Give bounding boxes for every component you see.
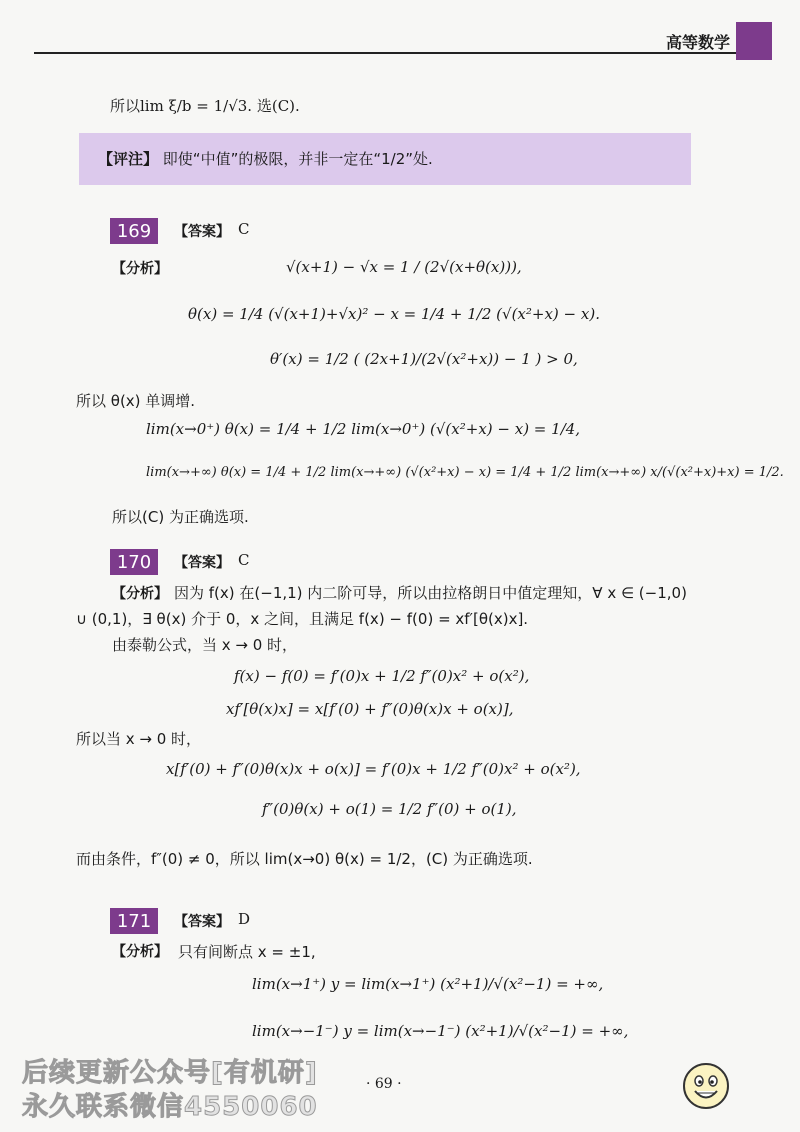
text-line: 因为 f(x) 在(−1,1) 内二阶可导，所以由拉格朗日中值定理知，∀ x ∈ (−1,0) — [174, 584, 687, 602]
equation-line: θ(x) = 1/4 (√(x+1)+√x)² − x = 1/4 + 1/2 (√(x²+x) − x). — [188, 305, 600, 323]
problem-number-badge: 170 — [110, 549, 158, 575]
comment-label: 【评注】 — [98, 150, 159, 168]
header-title: 高等数学 — [666, 33, 731, 52]
analysis-label: 【分析】 — [112, 944, 168, 960]
watermark-line: 永久联系微信4550060 — [22, 1092, 318, 1122]
text-line: ∪ (0,1)，∃ θ(x) 介于 0，x 之间，且满足 f(x) − f(0) = xf′[θ(x)x]. — [76, 610, 529, 628]
equation-line: lim(x→0⁺) θ(x) = 1/4 + 1/2 lim(x→0⁺) (√(x²+x) − x) = 1/4, — [146, 420, 581, 438]
text-line: 所以 θ(x) 单调增. — [76, 392, 196, 410]
smiley-icon — [682, 1062, 730, 1110]
text-line: 只有间断点 x = ±1, — [178, 943, 316, 961]
analysis-label: 【分析】 — [112, 261, 168, 277]
problem-number-badge: 171 — [110, 908, 158, 934]
equation-line: f″(0)θ(x) + o(1) = 1/2 f″(0) + o(1), — [262, 800, 517, 818]
answer-label: 【答案】 — [174, 914, 230, 930]
analysis-label: 【分析】 — [112, 586, 168, 602]
answer-value: C — [238, 220, 250, 238]
equation-line: θ′(x) = 1/2 ( (2x+1)/(2√(x²+x)) − 1 ) > 0, — [270, 350, 578, 368]
page-number: · 69 · — [366, 1076, 402, 1092]
comment-body: 即使“中值”的极限，并非一定在“1/2”处. — [162, 150, 433, 168]
text-line: 所以(C) 为正确选项. — [112, 508, 249, 526]
equation-line: √(x+1) − √x = 1 / (2√(x+θ(x))), — [286, 258, 522, 276]
watermark-line: 后续更新公众号[有机研] — [22, 1058, 318, 1088]
answer-label: 【答案】 — [174, 555, 230, 571]
equation-line: f(x) − f(0) = f′(0)x + 1/2 f″(0)x² + o(x²), — [234, 667, 530, 685]
text-line: 而由条件，f″(0) ≠ 0，所以 lim(x→0) θ(x) = 1/2，(C) 为正确选项. — [76, 850, 533, 868]
equation-line: lim(x→+∞) θ(x) = 1/4 + 1/2 lim(x→+∞) (√(x²+x) − x) = 1/4 + 1/2 lim(x→+∞) x/(√(x²+x)+x) = 1/2. — [146, 465, 784, 480]
answer-value: D — [238, 910, 251, 928]
header-tab — [736, 22, 772, 60]
intro-conclusion: 所以lim ξ/b = 1/√3. 选(C). — [110, 97, 300, 115]
text-line: 由泰勒公式，当 x → 0 时， — [112, 636, 298, 654]
comment-text — [98, 148, 433, 169]
equation-line: xf′[θ(x)x] = x[f′(0) + f″(0)θ(x)x + o(x)], — [226, 700, 514, 718]
text-line: 所以当 x → 0 时， — [76, 730, 202, 748]
equation-line: lim(x→1⁺) y = lim(x→1⁺) (x²+1)/√(x²−1) = +∞, — [252, 975, 604, 993]
problem-number-badge: 169 — [110, 218, 158, 244]
answer-value: C — [238, 551, 250, 569]
equation-line: lim(x→−1⁻) y = lim(x→−1⁻) (x²+1)/√(x²−1) = +∞, — [252, 1022, 629, 1040]
equation-line: x[f′(0) + f″(0)θ(x)x + o(x)] = f′(0)x + 1/2 f″(0)x² + o(x²), — [166, 760, 581, 778]
answer-label: 【答案】 — [174, 224, 230, 240]
header-rule — [34, 52, 760, 54]
